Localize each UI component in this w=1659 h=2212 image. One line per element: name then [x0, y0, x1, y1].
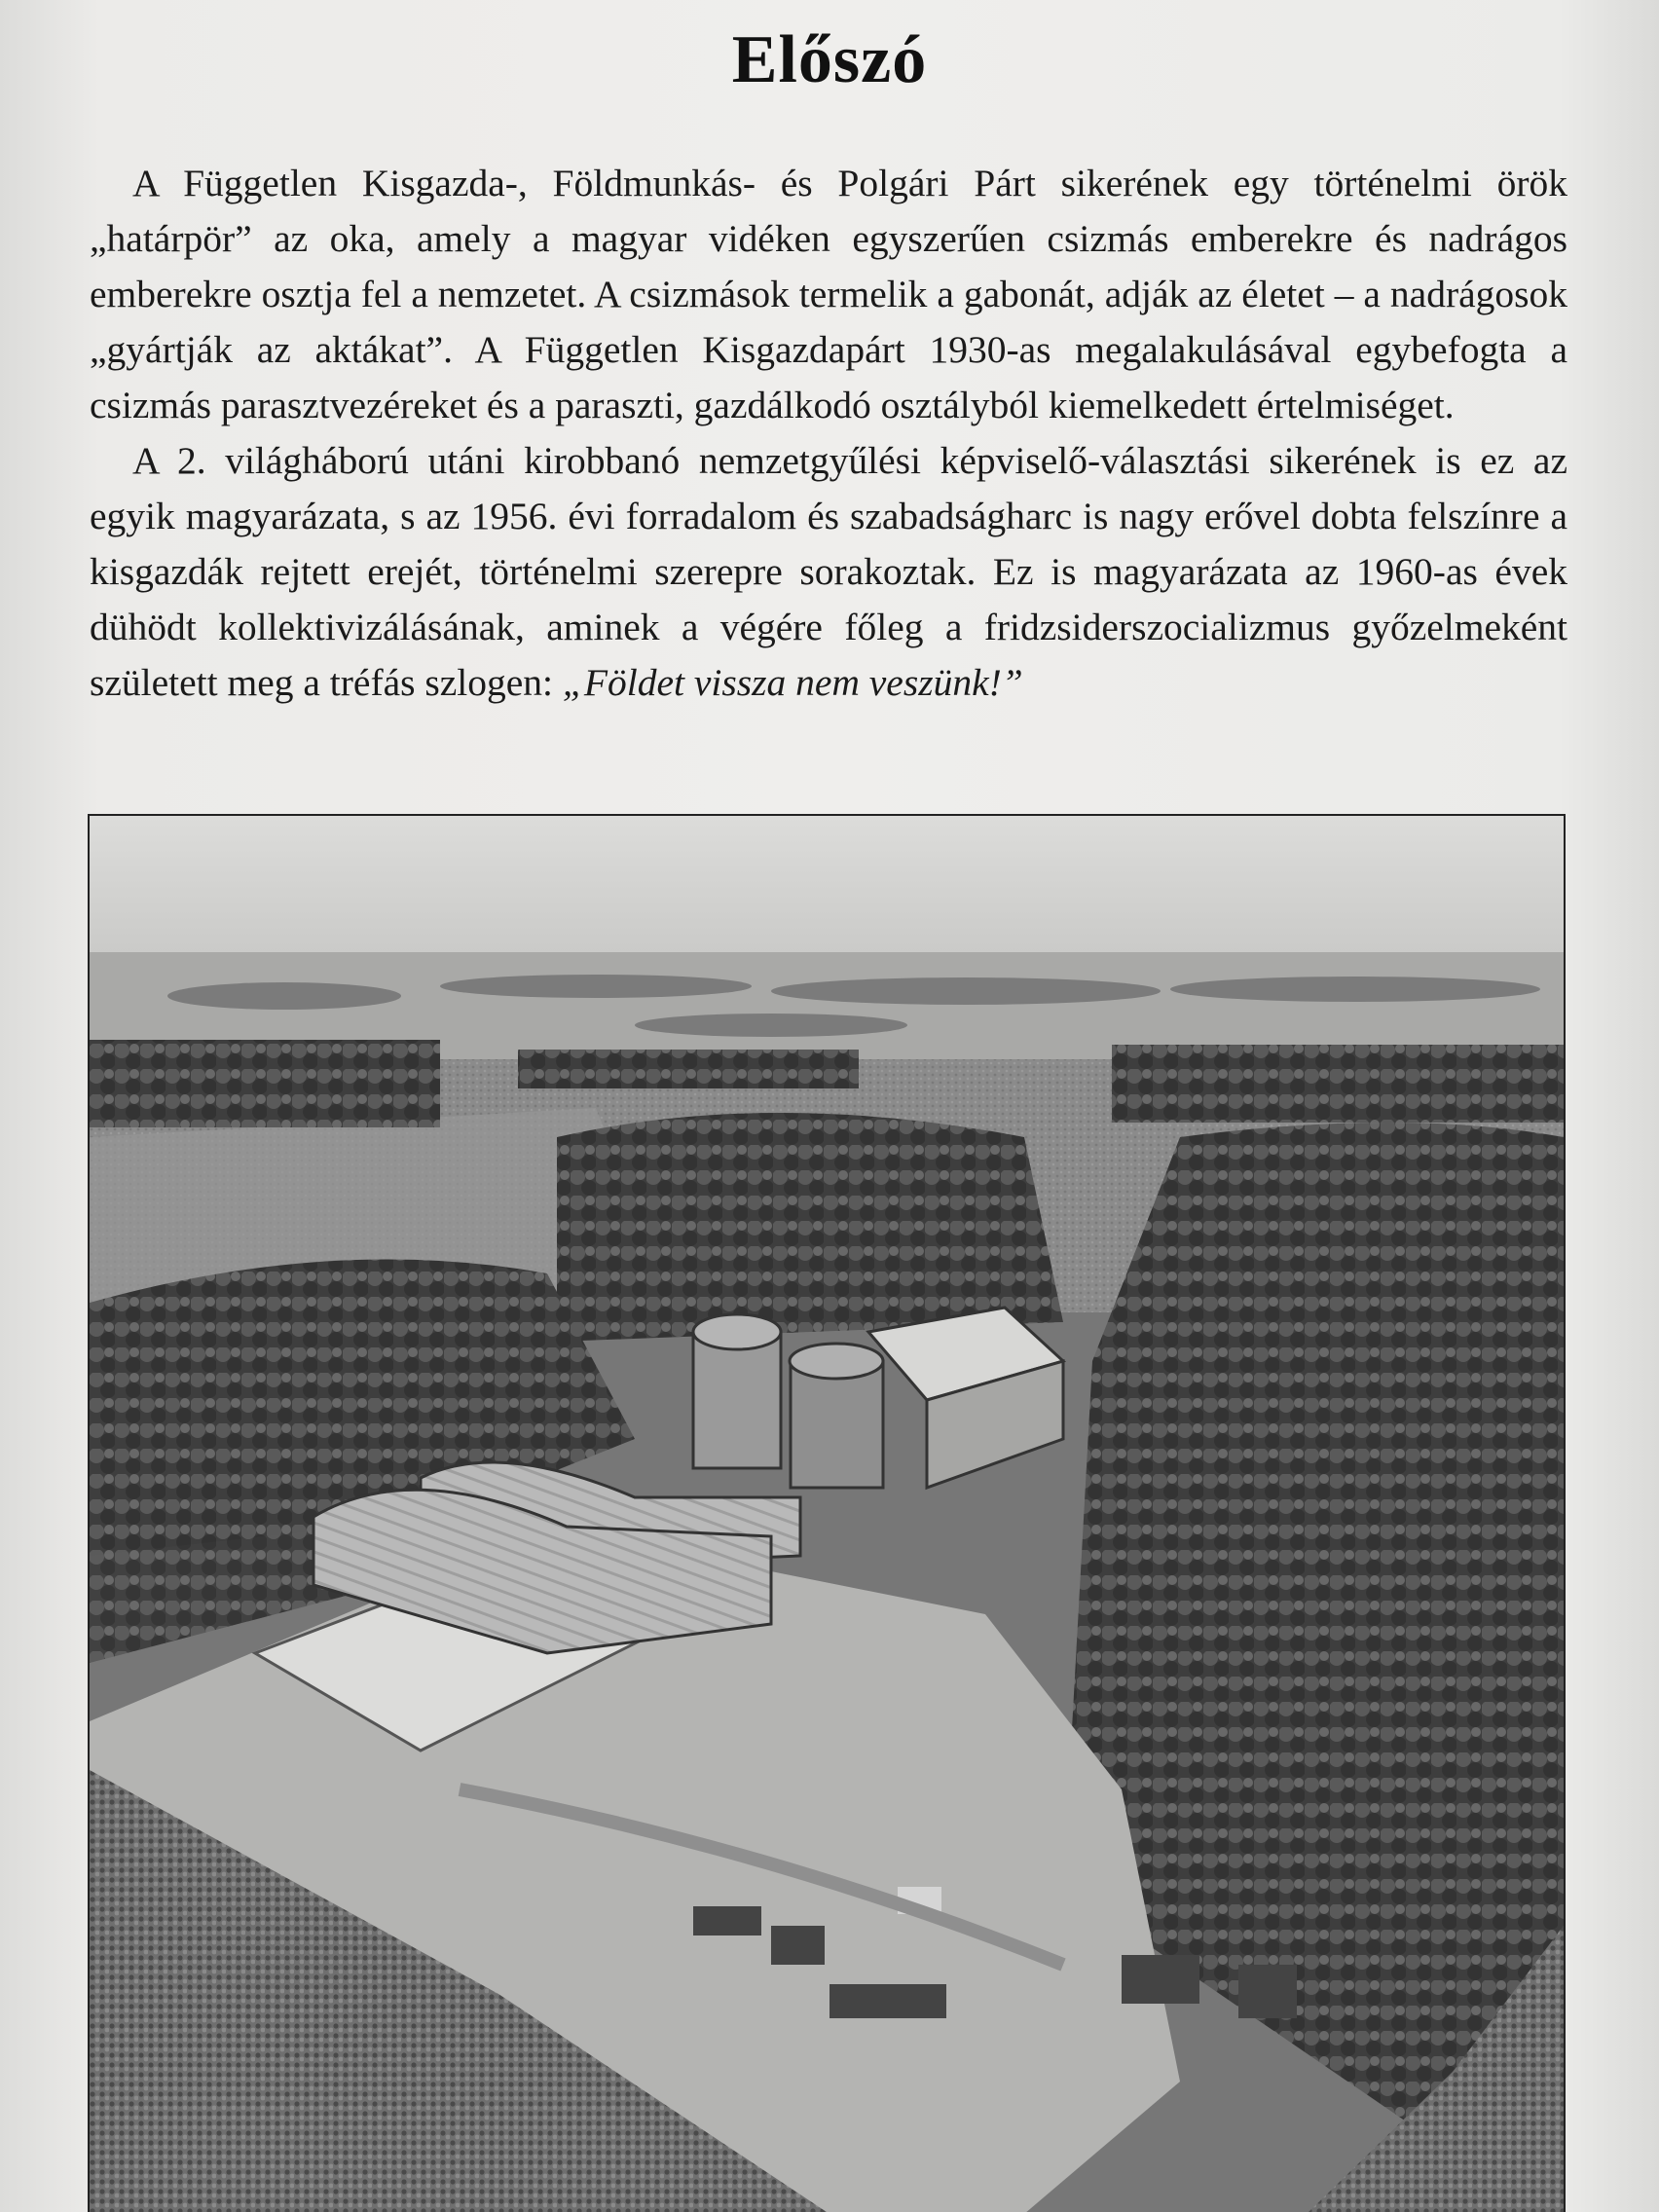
paragraph-1-text: A Független Kisgazda-, Földmunkás- és Polgári Párt sikerének egy történelmi örök „határpör” az oka, amely a magyar vidéken egyszerűen csizmás emberekre és nadrágos emberekre osztja fel a nemzetet. A csizmások termelik a gabonát, adják az életet – a nadrágosok „gyártják az aktákat”. A Független Kisgazdapárt 1930-as megalakulásával egybefogta a csizmás parasztvezéreket és a paraszti, gazdálkodó osztályból kiemelkedett értelmiséget. [90, 162, 1567, 426]
paragraph-2 [90, 433, 1567, 711]
page-title: Előszó [731, 22, 928, 97]
slogan-quote: „Földet vissza nem veszünk!” [562, 661, 1023, 704]
body-text [90, 156, 1567, 711]
photo-illustration [90, 816, 1564, 2212]
paragraph-1 [90, 156, 1567, 433]
aerial-farmstead-photo [88, 814, 1566, 2212]
paragraph-2-text: A 2. világháború utáni kirobbanó nemzetgyűlési képviselő-választási sikerének is ez az egyik magyarázata, s az 1956. évi forradalom és szabadságharc is nagy erővel dobta felszínre a kisgazdák rejtett erejét, történelmi szerepre sorakoztak. Ez is magyarázata az 1960-as évek dühödt kollektivizálásának, aminek a végére főleg a fridzsiderszocializmus győzelmeként született meg a tréfás szlogen: [90, 439, 1567, 704]
